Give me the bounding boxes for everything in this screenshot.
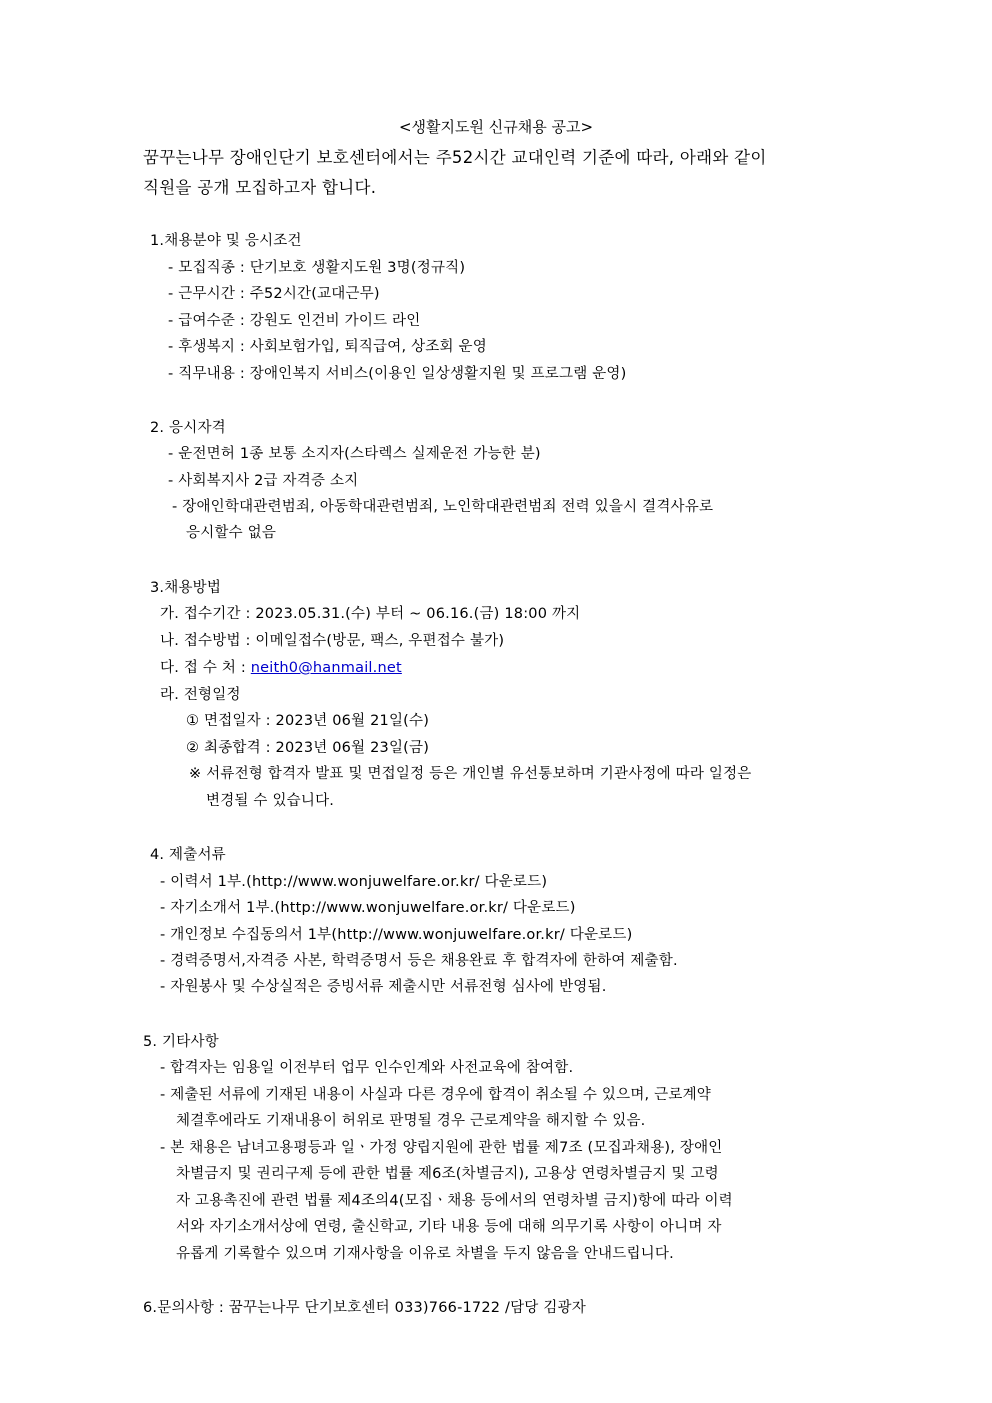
intro-line-1: 꿈꾸는나무 장애인단기 보호센터에서는 주52시간 교대인력 기준에 따라, 아래와 같이 bbox=[143, 148, 767, 167]
section-6-contact: 6.문의사항 : 꿈꾸는나무 단기보호센터 033)766-1722 /담당 김광자 bbox=[143, 1300, 586, 1316]
list-item-continuation: 체결후에라도 기재내용이 허위로 판명될 경우 근로계약을 해지할 수 있음. bbox=[176, 1113, 646, 1129]
section-heading: 4. 제출서류 bbox=[150, 847, 226, 863]
schedule-note-continuation: 변경될 수 있습니다. bbox=[206, 793, 335, 809]
list-item: - 직무내용 : 장애인복지 서비스(이용인 일상생활지원 및 프로그램 운영) bbox=[168, 366, 627, 382]
list-item: - 급여수준 : 강원도 인건비 가이드 라인 bbox=[168, 313, 421, 329]
list-item-continuation: 차별금지 및 권리구제 등에 관한 법률 제6조(차별금지), 고용상 연령차별금지 및 고령 bbox=[176, 1166, 719, 1182]
application-address bbox=[160, 658, 402, 678]
address-label: 다. 접 수 처 : bbox=[160, 660, 251, 676]
list-item: - 운전면허 1종 보통 소지자(스타렉스 실제운전 가능한 분) bbox=[168, 446, 541, 462]
schedule-note: ※ 서류전형 합격자 발표 및 면접일정 등은 개인별 유선통보하며 기관사정에 따라 일정은 bbox=[189, 766, 752, 782]
section-heading: 1.채용분야 및 응시조건 bbox=[150, 233, 302, 249]
email-link[interactable]: neith0@hanmail.net bbox=[250, 660, 402, 676]
application-method: 나. 접수방법 : 이메일접수(방문, 팩스, 우편접수 불가) bbox=[160, 633, 505, 649]
list-item: - 근무시간 : 주52시간(교대근무) bbox=[168, 286, 380, 302]
intro-line-2: 직원을 공개 모집하고자 합니다. bbox=[143, 178, 377, 197]
list-item: - 개인정보 수집동의서 1부(http://www.wonjuwelfare.or.kr/ 다운로드) bbox=[160, 927, 633, 943]
list-item: - 후생복지 : 사회보험가입, 퇴직급여, 상조회 운영 bbox=[168, 339, 487, 355]
section-heading: 3.채용방법 bbox=[150, 580, 222, 596]
final-result-date: ② 최종합격 : 2023년 06월 23일(금) bbox=[186, 740, 430, 756]
interview-date: ① 면접일자 : 2023년 06월 21일(수) bbox=[186, 713, 430, 729]
list-item: - 사회복지사 2급 자격증 소지 bbox=[168, 473, 359, 489]
list-item: - 제출된 서류에 기재된 내용이 사실과 다른 경우에 합격이 취소될 수 있으며, 근로계약 bbox=[160, 1087, 711, 1103]
list-item-continuation: 응시할수 없음 bbox=[186, 525, 277, 541]
schedule-heading: 라. 전형일정 bbox=[160, 687, 241, 703]
application-period: 가. 접수기간 : 2023.05.31.(수) 부터 ~ 06.16.(금) 18:00 까지 bbox=[160, 606, 581, 622]
section-heading: 2. 응시자격 bbox=[150, 420, 226, 436]
list-item-continuation: 서와 자기소개서상에 연령, 출신학교, 기타 내용 등에 대해 의무기록 사항이 아니며 자 bbox=[176, 1219, 722, 1235]
list-item: - 합격자는 임용일 이전부터 업무 인수인계와 사전교육에 참여함. bbox=[160, 1060, 574, 1076]
list-item: - 이력서 1부.(http://www.wonjuwelfare.or.kr/ 다운로드) bbox=[160, 874, 548, 890]
list-item: - 자기소개서 1부.(http://www.wonjuwelfare.or.kr/ 다운로드) bbox=[160, 900, 576, 916]
list-item: - 자원봉사 및 수상실적은 증빙서류 제출시만 서류전형 심사에 반영됨. bbox=[160, 979, 607, 995]
document-title: <생활지도원 신규채용 공고> bbox=[398, 118, 594, 136]
list-item: - 본 채용은 남녀고용평등과 일ㆍ가정 양립지원에 관한 법률 제7조 (모집과채용), 장애인 bbox=[160, 1140, 723, 1156]
list-item: - 모집직종 : 단기보호 생활지도원 3명(정규직) bbox=[168, 260, 466, 276]
list-item-continuation: 유롭게 기록할수 있으며 기재사항을 이유로 차별을 두지 않음을 안내드립니다. bbox=[176, 1246, 674, 1262]
list-item-continuation: 자 고용촉진에 관련 법률 제4조의4(모집ㆍ채용 등에서의 연령차별 금지)항에 따라 이력 bbox=[176, 1193, 733, 1209]
list-item: - 장애인학대관련범죄, 아동학대관련범죄, 노인학대관련범죄 전력 있을시 결격사유로 bbox=[172, 499, 714, 515]
section-heading: 5. 기타사항 bbox=[143, 1034, 219, 1050]
list-item: - 경력증명서,자격증 사본, 학력증명서 등은 채용완료 후 합격자에 한하여 제출함. bbox=[160, 953, 678, 969]
